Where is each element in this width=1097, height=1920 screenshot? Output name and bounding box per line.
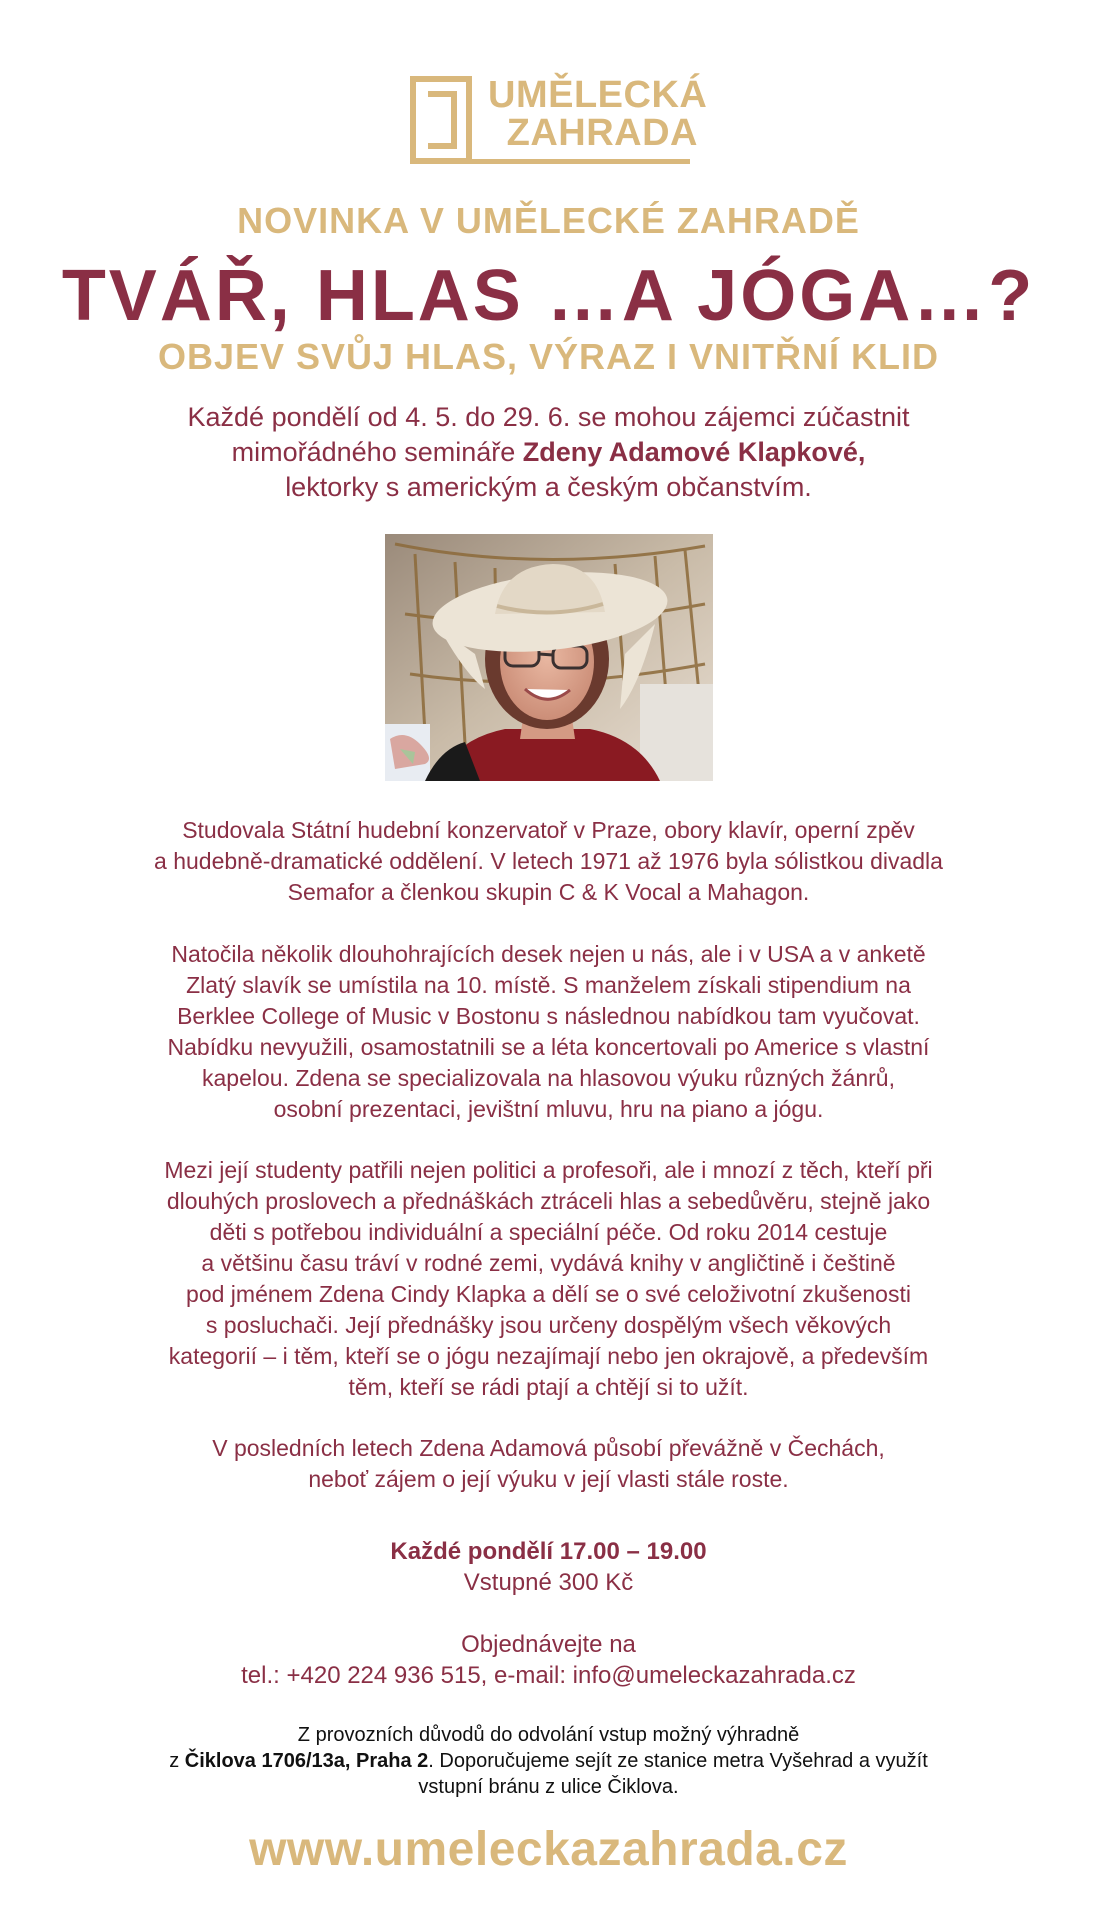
text-line: děti s potřebou individuální a speciální péče. Od roku 2014 cestuje <box>209 1219 888 1245</box>
note-line-2-suffix: . Doporučujeme sejít ze stanice metra Vyšehrad a využít <box>428 1750 928 1772</box>
logo-line-1: UMĚLECKÁ <box>488 74 708 116</box>
text-line: a většinu času tráví v rodné zemi, vydává knihy v angličtině i češtině <box>201 1250 896 1276</box>
text-line: Natočila několik dlouhohrajících desek nejen u nás, ale i v USA a v anketě <box>171 941 926 967</box>
contact-details[interactable]: tel.: +420 224 936 515, e-mail: info@umeleckazahrada.cz <box>241 1662 856 1689</box>
text-line: dlouhých proslovech a přednáškách ztráceli hlas a sebedůvěru, stejně jako <box>166 1188 931 1214</box>
logo <box>410 74 708 168</box>
portrait-photo-icon <box>385 534 713 781</box>
lecturer-name: Zdeny Adamové Klapkové, <box>522 437 866 467</box>
text-line: kapelou. Zdena se specializovala na hlasovou výuku různých žánrů, <box>202 1065 895 1091</box>
bio-paragraph-1 <box>90 815 1007 908</box>
logo-wordmark <box>488 74 708 154</box>
logo-line-2: ZAHRADA <box>506 112 698 154</box>
intro-line-3: lektorky s americkým a českým občanstvím. <box>285 472 812 502</box>
text-line: Zlatý slavík se umístila na 10. místě. S manželem získali stipendium na <box>186 972 911 998</box>
logo-mark-icon <box>410 76 496 164</box>
note-line-1: Z provozních důvodů do odvolání vstup možný výhradně <box>297 1724 800 1746</box>
entry-note <box>100 1722 997 1800</box>
venue-address: Čiklova 1706/13a, Praha 2 <box>184 1750 429 1772</box>
logo-underline <box>410 158 690 166</box>
text-line: neboť zájem o její výuku v její vlasti stále roste. <box>308 1466 789 1492</box>
bio-paragraph-2 <box>90 939 1007 1125</box>
schedule-time: Každé pondělí 17.00 – 19.00 <box>390 1538 707 1565</box>
text-line: osobní prezentaci, jevištní mluvu, hru na piano a jógu. <box>273 1096 824 1122</box>
kicker-heading: NOVINKA V UMĚLECKÉ ZAHRADĚ <box>237 200 860 241</box>
page-subtitle: OBJEV SVŮJ HLAS, VÝRAZ I VNITŘNÍ KLID <box>157 336 940 377</box>
text-line: Studovala Státní hudební konzervatoř v Praze, obory klavír, operní zpěv <box>182 817 915 843</box>
text-line: těm, kteří se rádi ptají a chtějí si to užít. <box>348 1374 749 1400</box>
text-line: a hudebně-dramatické oddělení. V letech 1971 až 1976 byla sólistkou divadla <box>154 848 943 874</box>
text-line: Mezi její studenty patřili nejen politici a profesoři, ale i mnozí z těch, kteří při <box>164 1157 933 1183</box>
intro-line-2-prefix: mimořádného semináře <box>231 437 523 467</box>
intro-text <box>0 400 1097 505</box>
text-line: Berklee College of Music v Bostonu s následnou nabídkou tam vyučovat. <box>177 1003 920 1029</box>
intro-line-2 <box>0 435 1097 470</box>
bio-paragraph-4 <box>90 1433 1007 1495</box>
page-title: TVÁŘ, HLAS …A JÓGA…? <box>61 256 1036 336</box>
contact-label: Objednávejte na <box>461 1631 636 1658</box>
intro-line-1: Každé pondělí od 4. 5. do 29. 6. se mohou zájemci zúčastnit <box>187 402 910 432</box>
text-line: Semafor a členkou skupin C & K Vocal a Mahagon. <box>287 879 810 905</box>
text-line: Nabídku nevyužili, osamostatnili se a léta koncertovali po Americe s vlastní <box>167 1034 930 1060</box>
contact <box>0 1629 1097 1691</box>
note-line-2 <box>100 1748 997 1774</box>
website-link[interactable]: www.umeleckazahrada.cz <box>249 1823 848 1876</box>
text-line: V posledních letech Zdena Adamová působí převážně v Čechách, <box>212 1435 885 1461</box>
schedule <box>0 1536 1097 1598</box>
bio-paragraph-3 <box>90 1155 1007 1403</box>
text-line: s posluchači. Její přednášky jsou určeny dospělým všech věkových <box>205 1312 892 1338</box>
text-line: kategorií – i těm, kteří se o jógu nezajímají nebo jen okrajově, a především <box>168 1343 929 1369</box>
lecturer-photo <box>385 534 713 781</box>
note-line-3: vstupní bránu z ulice Čiklova. <box>418 1776 679 1798</box>
admission-price: Vstupné 300 Kč <box>463 1569 634 1596</box>
text-line: pod jménem Zdena Cindy Klapka a dělí se o své celoživotní zkušenosti <box>186 1281 911 1307</box>
note-line-2-prefix: z <box>169 1750 185 1772</box>
